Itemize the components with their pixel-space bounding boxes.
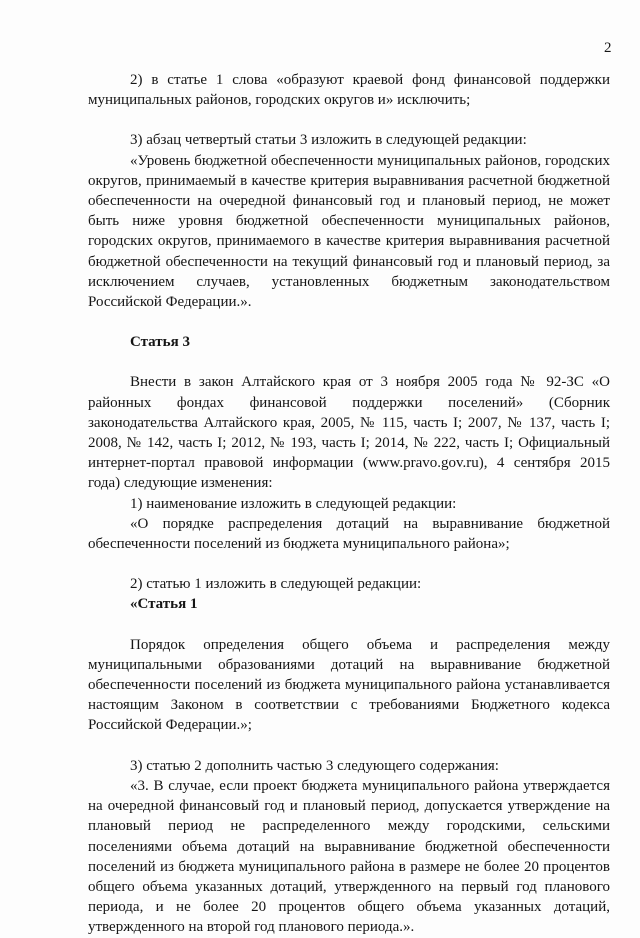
document-body xyxy=(88,70,610,938)
paragraph-article2-intro: 3) статью 2 дополнить частью 3 следующего содержания: xyxy=(130,757,499,774)
paragraph-article2-part3: «3. В случае, если проект бюджета муниципального района утверждается на очередной финансовый год и плановый период, допускается утверждение на плановый период не распределенного между городскими, сельскими поселениями объема дотаций на выравнивание бюджетной обеспеченности поселений из бюджета муниципального района в размере не более 20 процентов общего объема указанных дотаций, утвержденного на первый год планового периода, и не более 20 процентов общего объема указанных дотаций, утвержденного на второй год планового периода.». xyxy=(88,777,610,936)
paragraph-article1-text: Порядок определения общего объема и распределения между муниципальными образованиями дотаций на выравнивание бюджетной обеспеченности поселений из бюджета муниципального района устанавливается настоящим Законом в соответствии с требованиями Бюджетного кодекса Российской Федерации.»; xyxy=(88,636,610,734)
paragraph-law-amendment: Внести в закон Алтайского края от 3 ноября 2005 года № 92-ЗС «О районных фондах финансовой поддержки поселений» (Сборник законодательства Алтайского края, 2005, № 115, часть I; 2007, № 137, часть I; 2008, № 142, часть I; 2012, № 193, часть I; 2014, № 222, часть I; Официальный интернет-портал правовой информации (www.pravo.gov.ru), 4 сентября 2015 года) следующие изменения: xyxy=(88,374,610,492)
page-number: 2 xyxy=(604,40,612,56)
paragraph-title-quote: «О порядке распределения дотаций на выравнивание бюджетной обеспеченности поселений из бюджета муниципального района»; xyxy=(88,515,610,553)
paragraph-article1-intro: 2) статью 1 изложить в следующей редакции: xyxy=(130,576,422,593)
paragraph-article1-change: 2) в статье 1 слова «образуют краевой фонд финансовой поддержки муниципальных районов, городских округов и» исключить; xyxy=(88,72,610,109)
quoted-article-heading-1: «Статья 1 xyxy=(130,596,198,613)
paragraph-article3-quote: «Уровень бюджетной обеспеченности муниципальных районов, городских округов, принимаемый в качестве критерия выравнивания расчетной бюджетной обеспеченности на очередной финансовый год и плановый период, не может быть ниже уровня бюджетной обеспеченности муниципальных районов, городских округов, принимаемого в качестве критерия выравнивания расчетной бюджетной обеспеченности на текущий финансовый год и плановый период, за исключением случаев, установленных бюджетным законодательством Российской Федерации.». xyxy=(88,152,610,311)
paragraph-article3-intro: 3) абзац четвертый статьи 3 изложить в следующей редакции: xyxy=(130,132,527,149)
paragraph-title-change: 1) наименование изложить в следующей редакции: xyxy=(130,495,457,512)
article-heading-3: Статья 3 xyxy=(130,334,190,351)
